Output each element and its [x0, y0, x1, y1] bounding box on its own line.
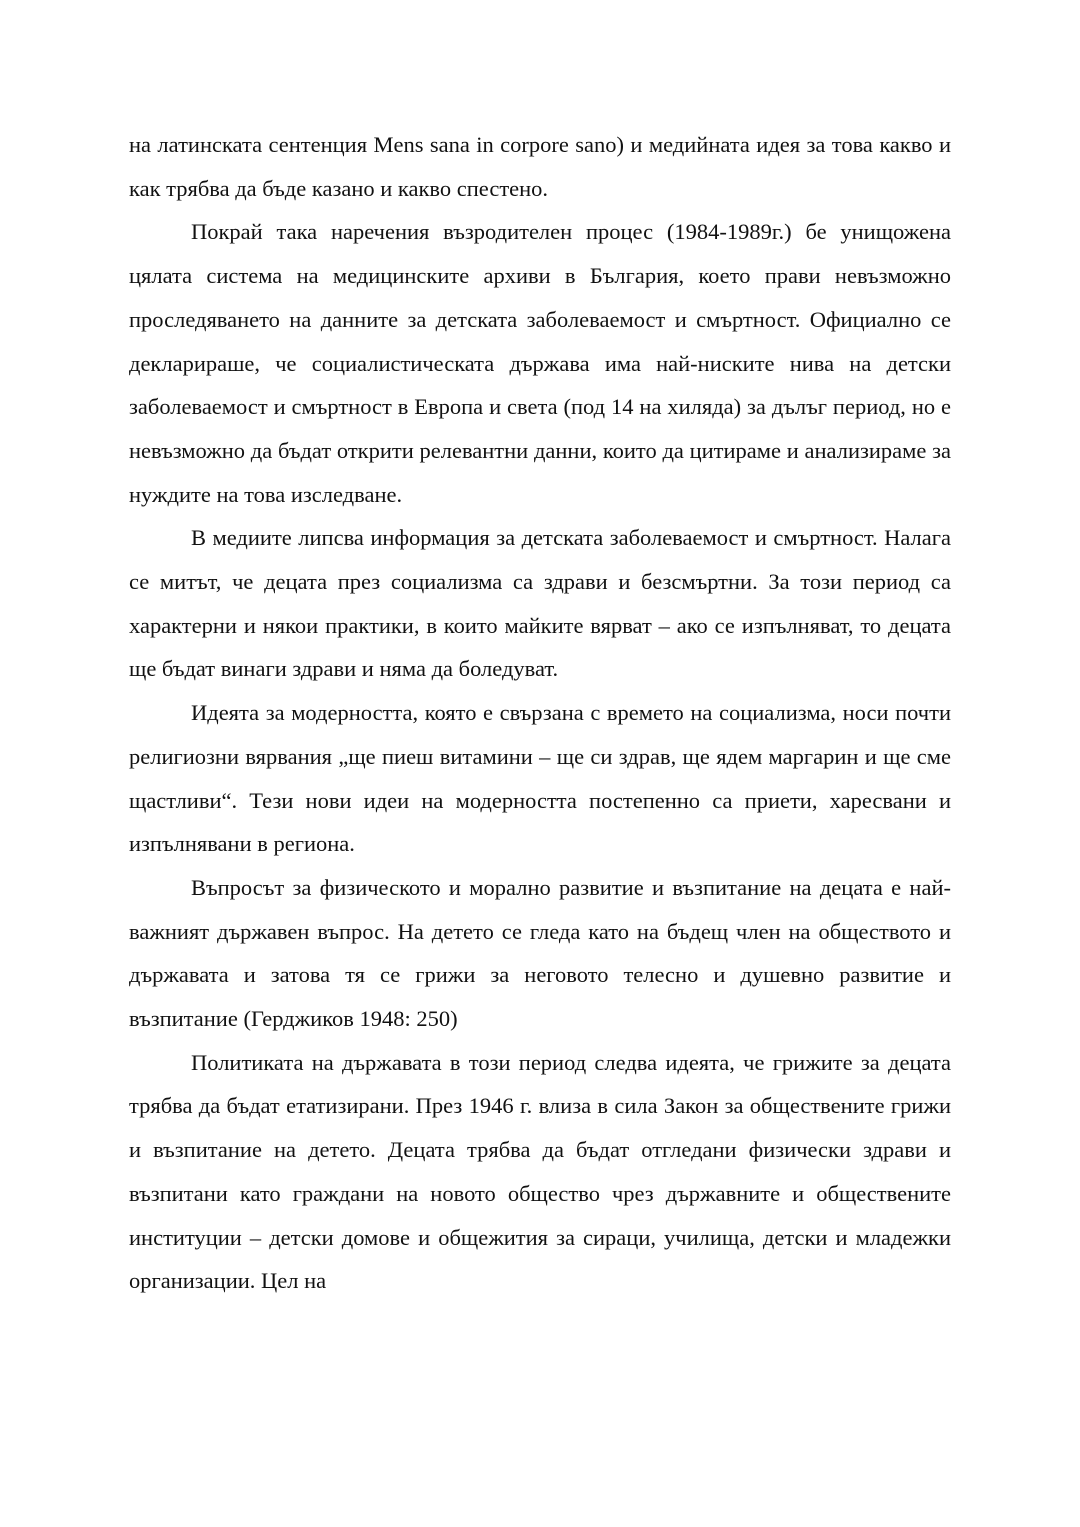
- paragraph-modernity-idea: Идеята за модерността, която е свързана с времето на социализма, носи почти религиозни вярвания „ще пиеш витамини – ще си здрав, ще ядем маргарин и ще сме щастливи“. Тези нови идеи на модерността постепенно са приети, харесвани и изпълнявани в региона.: [129, 700, 951, 857]
- paragraph-media-information: В медиите липсва информация за детската заболеваемост и смъртност. Налага се митът, че децата през социализма са здрави и безсмъртни. За този период са характерни и някои практики, в които майките вярват – ако се изпълняват, то децата ще бъдат винаги здрави и няма да боледуват.: [129, 525, 951, 682]
- paragraph-continuation: на латинската сентенция Mens sana in corpore sano) и медийната идея за това какво и как трябва да бъде казано и какво спестено.: [129, 132, 951, 201]
- paragraph-revival-process: Покрай така наречения възродителен процес (1984-1989г.) бе унищожена цялата система на медицинските архиви в България, което прави невъзможно проследяването на данните за детската заболеваемост и смъртност. Официално се декларираше, че социалистическата държава има най-ниските нива на детски заболеваемост и смъртност в Европа и света (под 14 на хиляда) за дълъг период, но е невъзможно да бъдат открити релевантни данни, които да цитираме и анализираме за нуждите на това изследване.: [129, 219, 951, 507]
- paragraph-physical-development: Въпросът за физическото и морално развитие и възпитание на децата е най-важният държавен въпрос. На детето се гледа като на бъдещ член на обществото и държавата и затова тя се грижи за неговото телесно и душевно развитие и възпитание (Герджиков 1948: 250): [129, 874, 951, 1032]
- paragraph-state-policy: Политиката на държавата в този период следва идеята, че грижите за децата трябва да бъдат етатизирани. През 1946 г. влиза в сила Закон за обществените грижи и възпитание на детето. Децата трябва да бъдат отгледани физически здрави и възпитани като граждани на новото общество чрез държавните и обществените институции – детски домове и общежития за сираци, училища, детски и младежки организации. Цел на: [129, 1049, 951, 1294]
- document-page: [129, 123, 951, 1303]
